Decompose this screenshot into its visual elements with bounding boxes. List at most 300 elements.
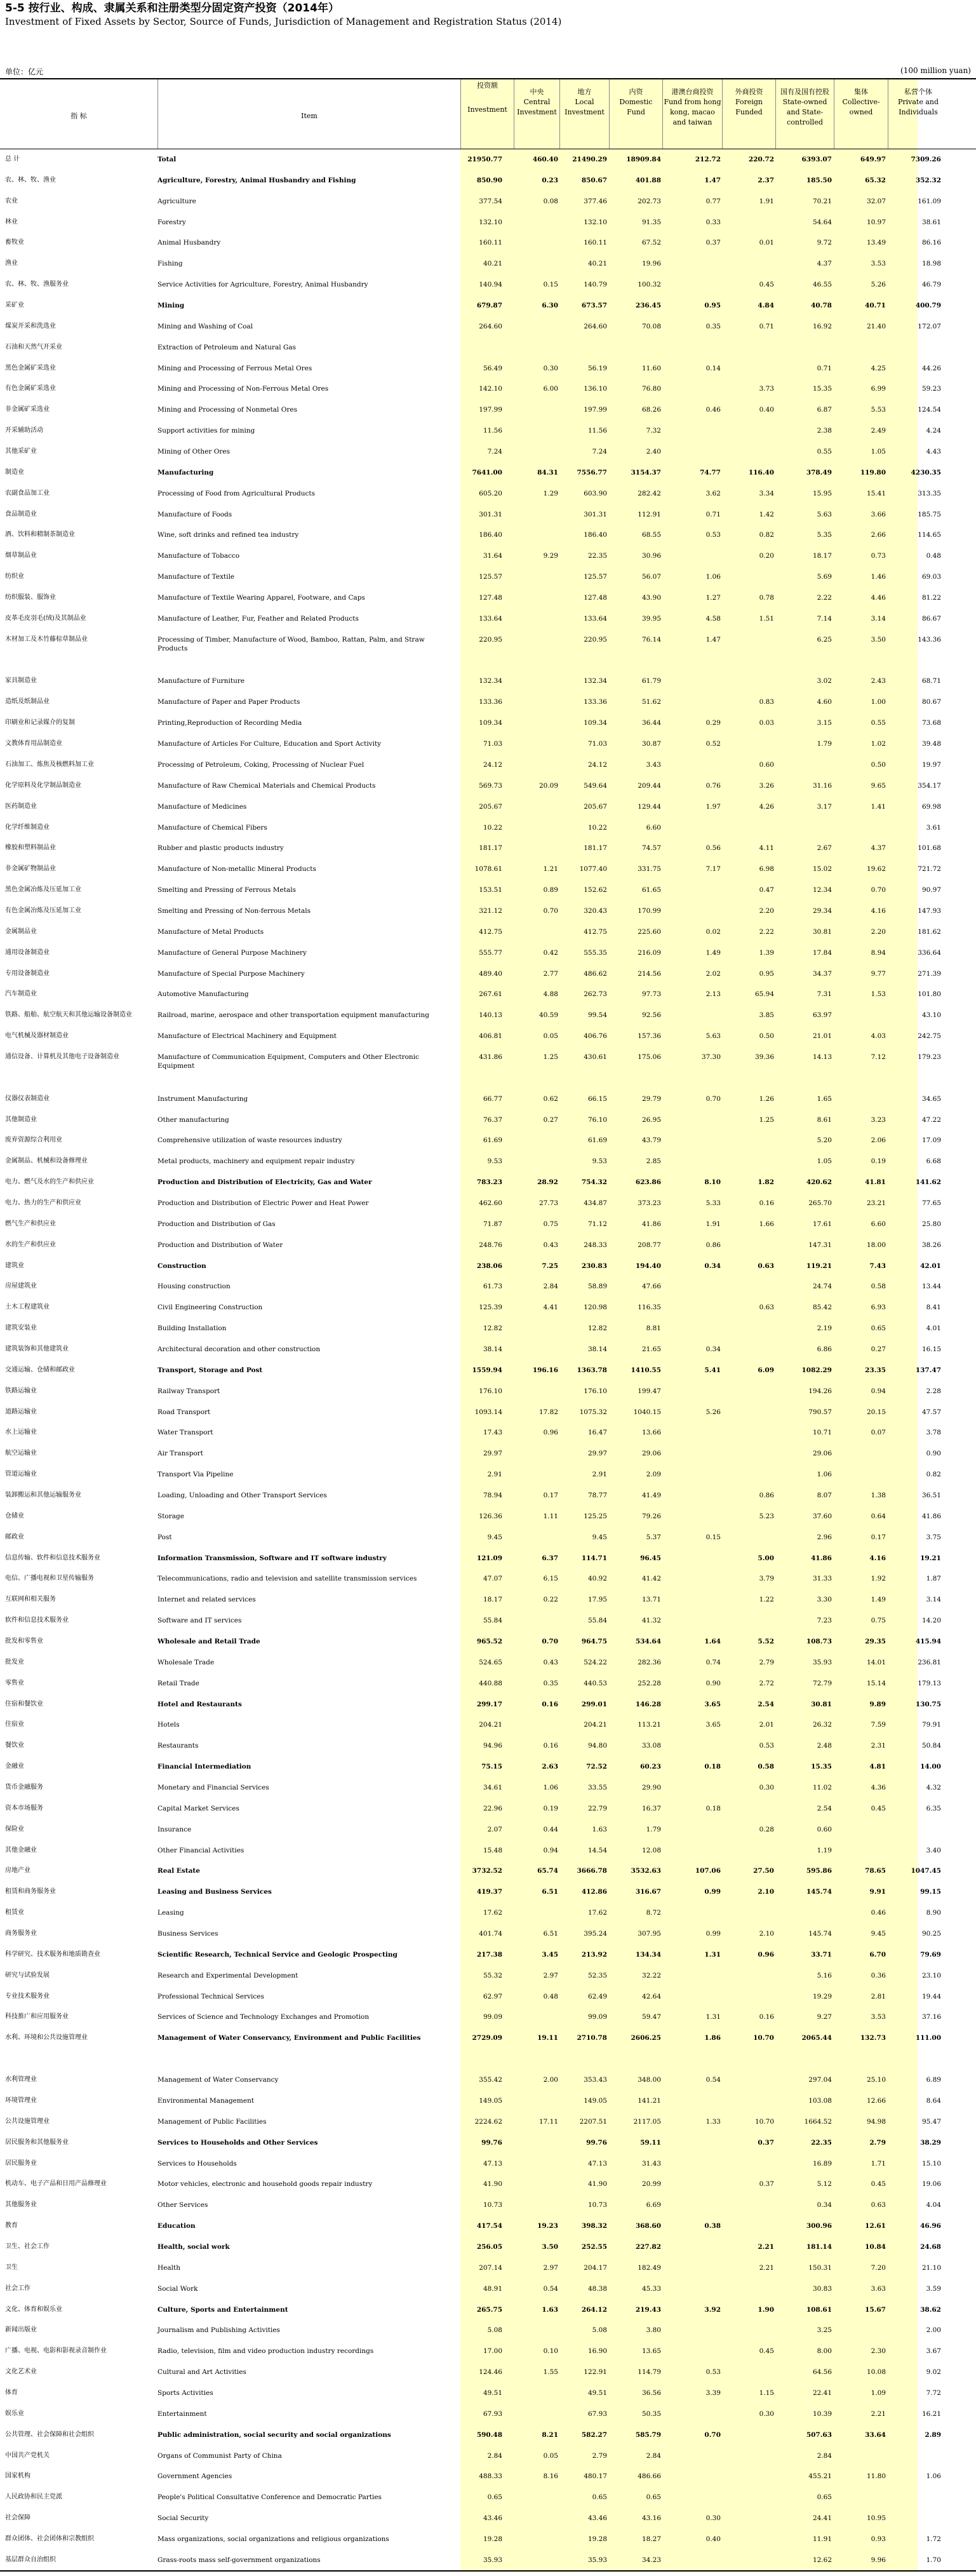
cell-domestic: 45.33 (641, 2284, 661, 2293)
row-label-en: Environmental Management (157, 2096, 255, 2105)
table-row (0, 2550, 976, 2571)
header-investment (460, 79, 514, 149)
row-label-en: Manufacture of Raw Chemical Materials and Chemical Products (157, 781, 376, 790)
cell-private: 2.28 (926, 1387, 941, 1395)
table-row (0, 2112, 976, 2133)
cell-foreign: 0.40 (759, 406, 774, 414)
cell-local: 262.73 (584, 990, 607, 999)
cell-central: 0.96 (543, 1429, 558, 1437)
cell-state-owned: 1.65 (817, 1095, 832, 1103)
cell-investment: 524.65 (479, 1658, 502, 1666)
cell-investment: 67.93 (483, 2410, 502, 2418)
cell-investment: 217.38 (476, 1950, 502, 1959)
table-row (0, 1256, 976, 1277)
row-label-cn: 燃气生产和供应业 (5, 1220, 56, 1227)
cell-foreign: 0.45 (759, 281, 774, 289)
cell-foreign: 1.22 (759, 1596, 774, 1604)
cell-private: 3.78 (926, 1429, 941, 1437)
table-row (0, 1777, 976, 1798)
table-row (0, 1715, 976, 1736)
cell-state-owned: 9.27 (817, 2013, 832, 2021)
cell-investment: 406.81 (479, 1032, 502, 1041)
cell-hk-macao-taiwan: 0.02 (705, 927, 721, 936)
cell-collective: 32.07 (866, 197, 886, 205)
cell-hk-macao-taiwan: 0.56 (705, 844, 721, 853)
cell-local: 9.45 (592, 1533, 607, 1541)
cell-private: 7.72 (926, 2389, 941, 2397)
cell-investment: 15.48 (483, 1846, 502, 1854)
cell-local: 76.10 (587, 1116, 607, 1124)
cell-state-owned: 108.61 (806, 2305, 832, 2314)
cell-investment: 7.24 (487, 448, 502, 456)
cell-domestic: 534.64 (635, 1638, 661, 1646)
cell-state-owned: 10.39 (812, 2410, 832, 2418)
row-label-cn: 公共设施管理业 (5, 2117, 50, 2125)
cell-private: 90.97 (921, 886, 941, 894)
table-row (0, 2529, 976, 2550)
cell-state-owned: 17.61 (812, 1220, 832, 1228)
cell-state-owned: 70.21 (812, 197, 832, 205)
cell-central: 0.27 (543, 1116, 558, 1124)
table-row (0, 1381, 976, 1402)
cell-state-owned: 181.14 (806, 2242, 832, 2251)
row-label-cn: 水上运输业 (5, 1429, 37, 1436)
cell-central: 0.15 (543, 281, 558, 289)
row-label-en: Leasing (157, 1909, 184, 1917)
cell-local: 21490.29 (572, 156, 607, 163)
cell-private: 7309.26 (911, 156, 941, 163)
cell-local: 19.28 (587, 2535, 607, 2543)
cell-collective: 41.81 (865, 1178, 886, 1187)
cell-local: 132.10 (584, 218, 607, 226)
cell-local: 99.54 (587, 1011, 607, 1020)
cell-central: 84.31 (537, 468, 558, 476)
cell-collective: 23.21 (866, 1199, 886, 1207)
table-row (0, 1548, 976, 1569)
cell-investment: 10.22 (483, 823, 502, 832)
row-label-en: Mining (157, 302, 185, 310)
cell-private: 16.15 (921, 1345, 941, 1353)
cell-state-owned: 72.79 (812, 1679, 832, 1687)
cell-local: 1077.40 (579, 865, 607, 873)
cell-local: 71.03 (587, 740, 607, 748)
row-label-en: Storage (157, 1512, 184, 1520)
cell-investment: 153.51 (479, 886, 502, 894)
cell-domestic: 56.07 (641, 573, 661, 581)
cell-state-owned: 9.72 (817, 239, 832, 247)
cell-private: 4.32 (926, 1784, 941, 1792)
cell-domestic: 91.35 (641, 218, 661, 226)
cell-domestic: 33.08 (641, 1742, 661, 1750)
cell-foreign: 1.91 (759, 197, 774, 205)
cell-local: 2.91 (592, 1471, 607, 1479)
header-domestic-en: Domestic Fund (619, 98, 653, 116)
cell-central: 3.50 (542, 2242, 558, 2251)
cell-foreign: 5.23 (759, 1512, 774, 1520)
cell-investment: 133.64 (479, 614, 502, 623)
cell-investment: 205.67 (479, 802, 502, 811)
cell-collective: 94.98 (866, 2117, 886, 2126)
cell-investment: 197.99 (479, 406, 502, 414)
row-label-en: Radio, television, film and video production industry recordings (157, 2347, 374, 2356)
row-label-cn: 其他金融业 (5, 1846, 37, 1854)
table-row (0, 567, 976, 588)
cell-foreign: 2.01 (759, 1721, 774, 1729)
cell-private: 137.47 (915, 1366, 941, 1374)
row-label-cn: 其他服务业 (5, 2201, 37, 2209)
cell-domestic: 59.47 (641, 2013, 661, 2021)
table-row (0, 2362, 976, 2383)
row-label-cn: 社会保障 (5, 2514, 30, 2522)
cell-investment: 2224.62 (474, 2117, 502, 2126)
table-row (0, 483, 976, 504)
cell-collective: 4.25 (871, 364, 886, 372)
cell-foreign: 0.95 (759, 969, 774, 978)
cell-collective: 649.97 (860, 156, 886, 163)
cell-private: 73.68 (921, 719, 941, 727)
cell-private: 79.69 (920, 1950, 941, 1959)
table-row (0, 212, 976, 233)
cell-domestic: 29.90 (641, 1784, 661, 1792)
cell-local: 204.21 (584, 1721, 607, 1729)
cell-private: 114.65 (918, 531, 941, 539)
row-label-en: Manufacture of Chemical Fibers (157, 823, 267, 832)
cell-state-owned: 3.25 (817, 2326, 832, 2335)
cell-private: 8.90 (926, 1909, 941, 1917)
cell-domestic: 331.75 (638, 865, 661, 873)
row-label-en: Services of Science and Technology Exchanges and Promotion (157, 2013, 370, 2021)
cell-state-owned: 85.42 (812, 1304, 832, 1312)
cell-hk-macao-taiwan: 2.02 (705, 969, 721, 978)
cell-private: 44.26 (921, 364, 941, 372)
cell-private: 13.44 (921, 1283, 941, 1291)
cell-domestic: 2.85 (646, 1157, 661, 1166)
cell-hk-macao-taiwan: 1.47 (704, 176, 721, 184)
row-label-en: Retail Trade (157, 1679, 199, 1687)
cell-investment: 17.62 (483, 1909, 502, 1917)
cell-state-owned: 24.74 (812, 1283, 832, 1291)
row-label-en: Business Services (157, 1930, 218, 1938)
cell-domestic: 70.08 (641, 322, 661, 330)
cell-central: 2.00 (543, 2076, 558, 2084)
cell-hk-macao-taiwan: 1.06 (705, 573, 721, 581)
row-label-cn: 废弃资源综合利用业 (5, 1136, 62, 1144)
header-item-cn: 指 标 (70, 112, 87, 120)
cell-foreign: 6.98 (759, 865, 774, 873)
cell-collective: 2.79 (869, 2138, 886, 2147)
cell-state-owned: 30.83 (812, 2284, 832, 2293)
cell-investment: 2729.09 (472, 2034, 502, 2042)
cell-investment: 7641.00 (472, 468, 502, 476)
cell-collective: 3.14 (871, 614, 886, 623)
cell-collective: 2.30 (871, 2347, 886, 2356)
row-label-en: Social Work (157, 2284, 198, 2293)
row-label-cn: 建筑安装业 (5, 1325, 37, 1332)
table-row (0, 1318, 976, 1339)
cell-private: 39.48 (921, 740, 941, 748)
cell-collective: 0.70 (871, 886, 886, 894)
row-label-cn: 纺织服装、服饰业 (5, 594, 56, 602)
cell-private: 9.02 (926, 2368, 941, 2377)
cell-local: 197.99 (584, 406, 607, 414)
cell-state-owned: 145.74 (808, 1930, 832, 1938)
cell-local: 14.54 (587, 1846, 607, 1854)
table-row (0, 274, 976, 295)
cell-central: 2.97 (543, 2263, 558, 2272)
cell-domestic: 1410.55 (631, 1366, 661, 1374)
cell-domestic: 8.72 (646, 1909, 661, 1917)
cell-hk-macao-taiwan: 1.97 (705, 802, 721, 811)
cell-state-owned: 8.00 (817, 2347, 832, 2356)
cell-foreign: 1.90 (758, 2305, 774, 2314)
cell-investment: 265.75 (476, 2305, 502, 2314)
row-label-en: Services to Households and Other Services (157, 2138, 318, 2147)
cell-collective: 119.80 (860, 468, 886, 476)
cell-local: 125.57 (584, 573, 607, 581)
cell-collective: 1.00 (871, 698, 886, 706)
cell-foreign: 0.71 (759, 322, 774, 330)
cell-private: 271.39 (918, 969, 941, 978)
cell-private: 36.51 (921, 1492, 941, 1499)
cell-central: 2.84 (543, 1283, 558, 1291)
cell-state-owned: 15.35 (811, 1763, 832, 1771)
row-label-cn: 林业 (5, 218, 18, 226)
cell-collective: 3.63 (871, 2284, 886, 2293)
header-soe-en: State-owned and State-controlled (782, 98, 827, 126)
row-label-cn: 社会工作 (5, 2284, 30, 2292)
row-label-en: Manufacture of Non-metallic Mineral Products (157, 865, 316, 873)
cell-local: 2207.51 (579, 2117, 607, 2126)
cell-local: 71.12 (587, 1220, 607, 1228)
header-priv-cn: 私营个体 (904, 88, 932, 96)
cell-domestic: 30.96 (641, 552, 661, 560)
cell-state-owned: 185.50 (806, 176, 832, 184)
row-label-en: Manufacture of Electrical Machinery and Equipment (157, 1032, 337, 1041)
cell-private: 99.15 (920, 1888, 941, 1896)
cell-state-owned: 16.92 (812, 322, 832, 330)
cell-hk-macao-taiwan: 1.33 (705, 2117, 721, 2126)
cell-collective: 15.67 (865, 2305, 886, 2314)
cell-central: 0.43 (543, 1658, 558, 1666)
table-row (0, 2341, 976, 2362)
cell-investment: 850.90 (476, 176, 502, 184)
cell-private: 59.23 (921, 385, 941, 393)
cell-private: 4.01 (926, 1325, 941, 1333)
cell-investment: 3732.52 (472, 1867, 502, 1875)
row-label-cn: 有色金属冶炼及压延加工业 (5, 907, 81, 914)
row-label-en: Motor vehicles, electronic and household goods repair industry (157, 2180, 373, 2188)
cell-collective: 1.02 (871, 740, 886, 748)
cell-private: 0.48 (926, 552, 941, 560)
row-label-cn: 电力、燃气及水的生产和供应业 (5, 1178, 94, 1186)
cell-investment: 31.64 (483, 552, 502, 560)
cell-domestic: 252.28 (638, 1679, 661, 1687)
cell-hk-macao-taiwan: 0.46 (705, 406, 721, 414)
cell-collective: 21.40 (866, 322, 886, 330)
row-label-en: Education (157, 2222, 196, 2230)
cell-state-owned: 54.64 (812, 218, 832, 226)
cell-collective: 9.77 (871, 969, 886, 978)
table-title (5, 1, 958, 29)
row-label-en: Building Installation (157, 1325, 227, 1333)
table-row (0, 713, 976, 734)
cell-collective: 25.10 (866, 2076, 886, 2084)
cell-central: 0.35 (543, 1679, 558, 1687)
cell-collective: 0.46 (871, 1909, 886, 1917)
cell-investment: 71.87 (483, 1220, 502, 1228)
row-label-en: Manufacture of Textile (157, 573, 235, 581)
cell-local: 149.05 (584, 2096, 607, 2105)
row-label-en: Extraction of Petroleum and Natural Gas (157, 343, 297, 351)
cell-domestic: 373.23 (638, 1199, 661, 1207)
row-label-cn: 家具制造业 (5, 677, 37, 685)
row-label-cn: 农副食品加工业 (5, 489, 50, 497)
cell-investment: 22.96 (483, 1804, 502, 1812)
header-coll-cn: 集体 (854, 88, 868, 96)
cell-foreign: 2.10 (758, 1888, 774, 1896)
row-label-cn: 互联网和相关服务 (5, 1596, 56, 1603)
row-label-en: Hotels (157, 1721, 180, 1729)
cell-private: 79.91 (921, 1721, 941, 1729)
cell-domestic: 170.99 (638, 907, 661, 915)
cell-foreign: 1.66 (759, 1220, 774, 1228)
cell-state-owned: 3.02 (817, 677, 832, 685)
cell-private: 19.06 (921, 2180, 941, 2188)
table-row (0, 1485, 976, 1506)
cell-foreign: 3.26 (759, 781, 774, 790)
row-label-cn: 文教体育用品制造业 (5, 740, 62, 748)
row-label-cn: 基层群众自治组织 (5, 2556, 56, 2563)
cell-foreign: 3.79 (759, 1575, 774, 1583)
row-label-en: Real Estate (157, 1867, 200, 1875)
row-label-en: Capital Market Services (157, 1804, 239, 1812)
cell-investment: 94.96 (483, 1742, 502, 1750)
cell-foreign: 39.36 (754, 1053, 774, 1061)
cell-state-owned: 0.65 (817, 2493, 832, 2502)
cell-local: 434.87 (584, 1199, 607, 1207)
cell-collective: 9.89 (869, 1700, 886, 1708)
table-row (0, 1047, 976, 1089)
cell-private: 81.22 (921, 594, 941, 602)
cell-central: 17.11 (538, 2117, 558, 2126)
cell-hk-macao-taiwan: 74.77 (700, 468, 721, 476)
table-row (0, 2320, 976, 2341)
cell-private: 1047.45 (911, 1867, 941, 1875)
table-row (0, 692, 976, 713)
row-label-cn: 机动车、电子产品和日用产品修理业 (5, 2180, 107, 2188)
cell-local: 41.90 (587, 2180, 607, 2188)
header-foreign (722, 79, 775, 149)
cell-hk-macao-taiwan: 0.90 (705, 1679, 721, 1687)
row-label-en: Software and IT services (157, 1617, 242, 1625)
row-label-cn: 中国共产党机关 (5, 2451, 50, 2459)
cell-investment: 412.75 (479, 927, 502, 936)
cell-domestic: 2.40 (646, 448, 661, 456)
cell-investment: 29.97 (483, 1450, 502, 1458)
cell-private: 8.41 (926, 1304, 941, 1312)
cell-foreign: 0.47 (759, 886, 774, 894)
table-row (0, 2508, 976, 2529)
cell-state-owned: 12.34 (812, 886, 832, 894)
cell-collective: 33.64 (865, 2431, 886, 2439)
table-row (0, 943, 976, 964)
cell-domestic: 2.09 (646, 1471, 661, 1479)
row-label-cn: 专用设备制造业 (5, 969, 50, 977)
cell-private: 147.93 (918, 907, 941, 915)
cell-local: 12.82 (587, 1325, 607, 1333)
row-label-en: Health (157, 2263, 180, 2272)
cell-state-owned: 5.35 (817, 531, 832, 539)
cell-hk-macao-taiwan: 0.76 (705, 781, 721, 790)
table-row (0, 671, 976, 692)
cell-central: 0.44 (543, 1825, 558, 1833)
table-row (0, 1840, 976, 1861)
cell-investment: 264.60 (479, 322, 502, 330)
row-label-en: Comprehensive utilization of waste resources industry (157, 1136, 342, 1145)
cell-central: 1.25 (543, 1053, 558, 1061)
cell-investment: 41.90 (483, 2180, 502, 2188)
cell-hk-macao-taiwan: 0.74 (705, 1658, 721, 1666)
cell-local: 136.10 (584, 385, 607, 393)
cell-domestic: 51.62 (641, 698, 661, 706)
cell-state-owned: 595.86 (806, 1867, 832, 1875)
cell-local: 38.14 (587, 1345, 607, 1353)
row-label-cn: 铁路运输业 (5, 1387, 37, 1394)
cell-private: 23.10 (921, 1971, 941, 1979)
row-label-en: Management of Public Facilities (157, 2117, 267, 2126)
cell-private: 0.82 (926, 1471, 941, 1479)
cell-investment: 127.48 (479, 594, 502, 602)
cell-local: 33.55 (587, 1784, 607, 1792)
cell-investment: 12.82 (483, 1325, 502, 1333)
cell-foreign: 3.73 (759, 385, 774, 393)
cell-private: 185.75 (918, 510, 941, 518)
cell-local: 186.40 (584, 531, 607, 539)
cell-state-owned: 420.62 (806, 1178, 832, 1187)
cell-private: 4.04 (926, 2201, 941, 2209)
cell-local: 176.10 (584, 1387, 607, 1395)
cell-foreign: 2.21 (758, 2242, 774, 2251)
cell-local: 320.43 (584, 907, 607, 915)
cell-investment: 301.31 (479, 510, 502, 518)
row-label-en: Manufacture of Paper and Paper Products (157, 698, 300, 706)
cell-state-owned: 46.55 (812, 281, 832, 289)
cell-hk-macao-taiwan: 0.34 (704, 1262, 721, 1270)
table-row (0, 984, 976, 1005)
row-label-cn: 仪器仪表制造业 (5, 1095, 50, 1102)
table-row (0, 838, 976, 859)
cell-domestic: 92.56 (641, 1011, 661, 1020)
cell-hk-macao-taiwan: 0.99 (704, 1888, 721, 1896)
table-row (0, 588, 976, 609)
row-label-cn: 建筑业 (5, 1262, 24, 1269)
cell-investment: 0.65 (487, 2493, 502, 2502)
cell-local: 40.21 (587, 260, 607, 268)
row-label-en: People's Political Consultative Conference and Democratic Parties (157, 2493, 382, 2502)
row-label-en: Housing construction (157, 1283, 231, 1291)
cell-domestic: 2606.25 (631, 2034, 661, 2042)
cell-private: 24.68 (920, 2242, 941, 2251)
cell-local: 78.77 (587, 1492, 607, 1499)
cell-local: 17.95 (587, 1596, 607, 1604)
table-row (0, 1276, 976, 1297)
cell-private: 181.62 (918, 927, 941, 936)
cell-collective: 40.71 (865, 302, 886, 310)
row-label-en: Social Security (157, 2514, 209, 2523)
cell-foreign: 2.54 (758, 1700, 774, 1708)
row-label-cn: 煤炭开采和洗选业 (5, 322, 56, 330)
cell-private: 80.67 (921, 698, 941, 706)
